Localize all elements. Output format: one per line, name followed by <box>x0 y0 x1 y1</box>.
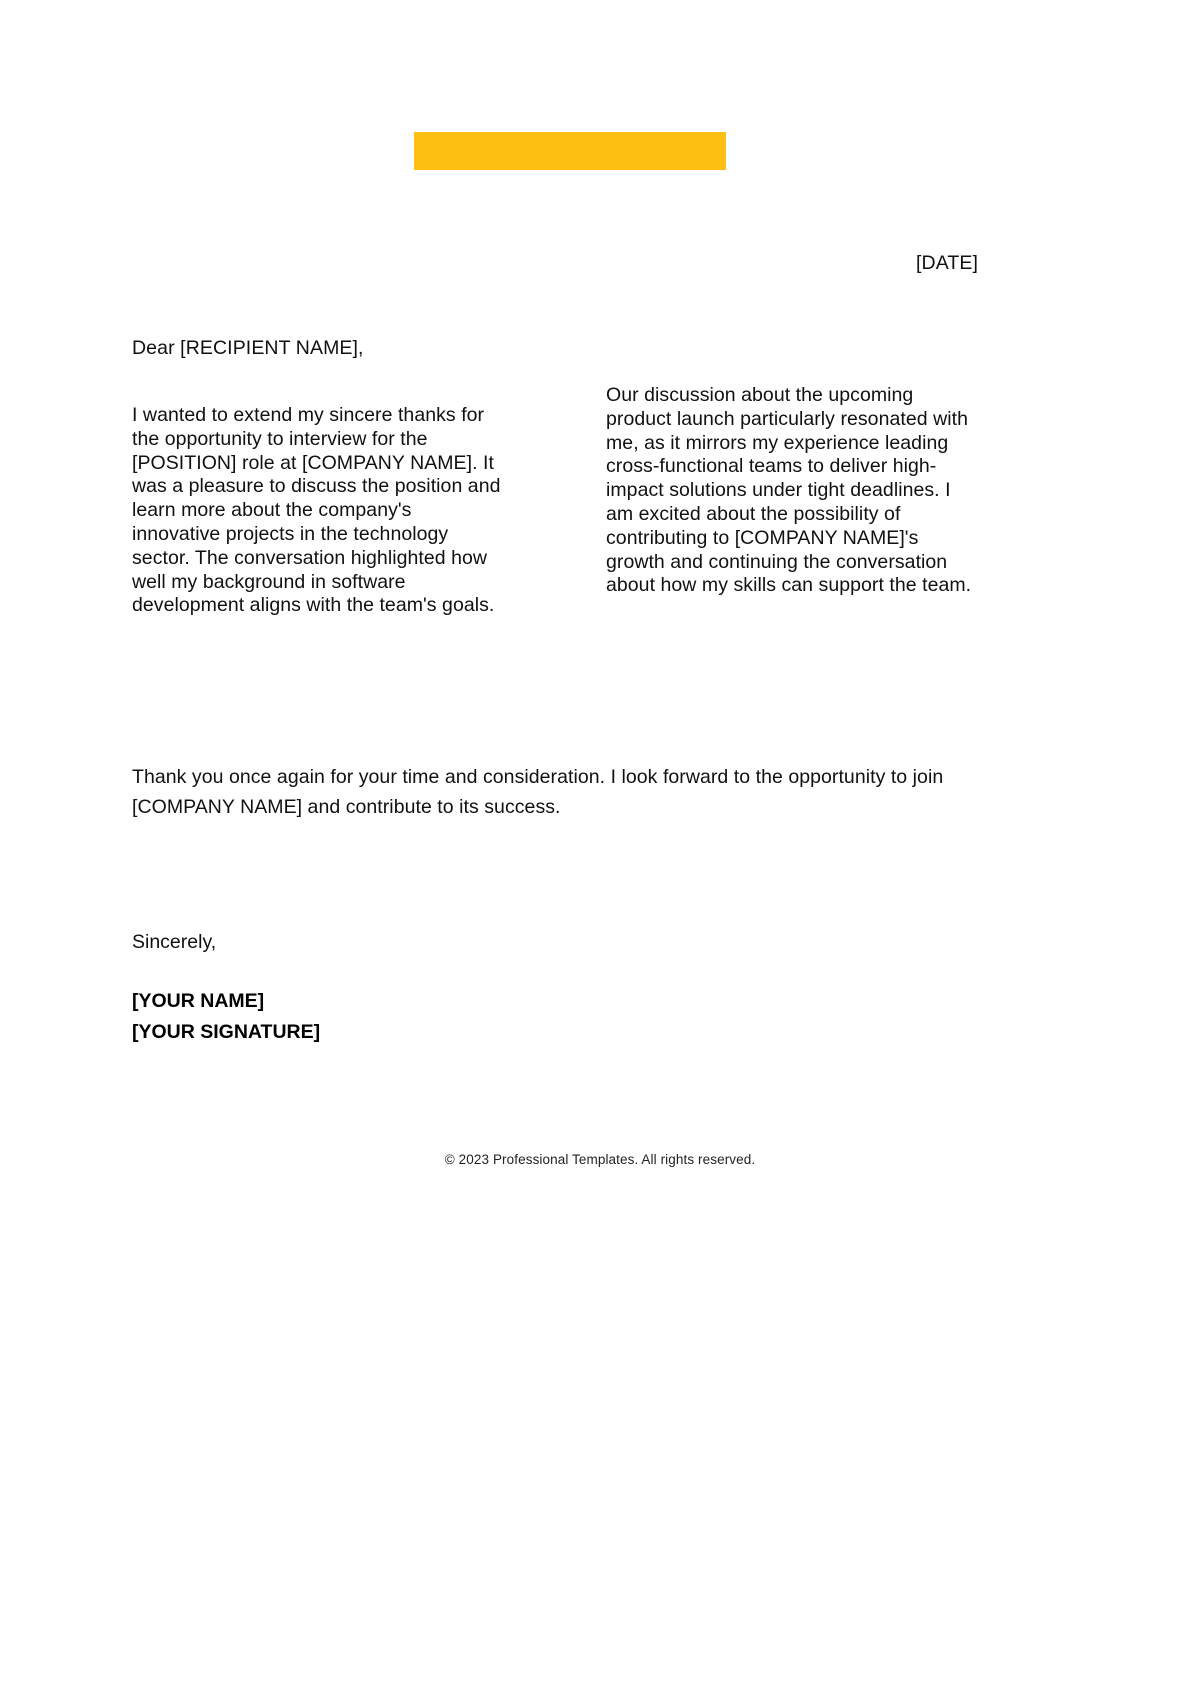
footer-copyright: © 2023 Professional Templates. All rights reserved. <box>444 1152 756 1167</box>
sign-off-line[interactable]: Sincerely, <box>132 931 217 953</box>
body-columns <box>132 384 978 618</box>
body-paragraph-left[interactable]: I wanted to extend my sincere thanks for the opportunity to interview for the [POSITION] role at [COMPANY NAME]. It was a pleasure to discuss the position and learn more about the company's innovative projects in the technology sector. The conversation highlighted how well my background in software development aligns with the team's goals. <box>132 404 501 617</box>
closing-paragraph[interactable]: Thank you once again for your time and consideration. I look forward to the opportunity to join [COMPANY NAME] and contribute to its success. <box>132 766 944 818</box>
signature-placeholder[interactable]: [YOUR SIGNATURE] <box>132 1021 321 1043</box>
header-accent-bar <box>414 132 726 170</box>
salutation-line[interactable]: Dear [RECIPIENT NAME], <box>132 337 364 359</box>
signature-block <box>132 986 320 1048</box>
date-field[interactable]: [DATE] <box>916 252 978 274</box>
signer-name[interactable]: [YOUR NAME] <box>132 990 265 1012</box>
body-paragraph-right[interactable]: Our discussion about the upcoming product launch particularly resonated with me, as it mirrors my experience leading cross-functional teams to deliver high-impact solutions under tight deadlines. I am excited about the possibility of contributing to [COMPANY NAME]'s growth and continuing the conversation about how my skills can support the team. <box>606 384 972 597</box>
